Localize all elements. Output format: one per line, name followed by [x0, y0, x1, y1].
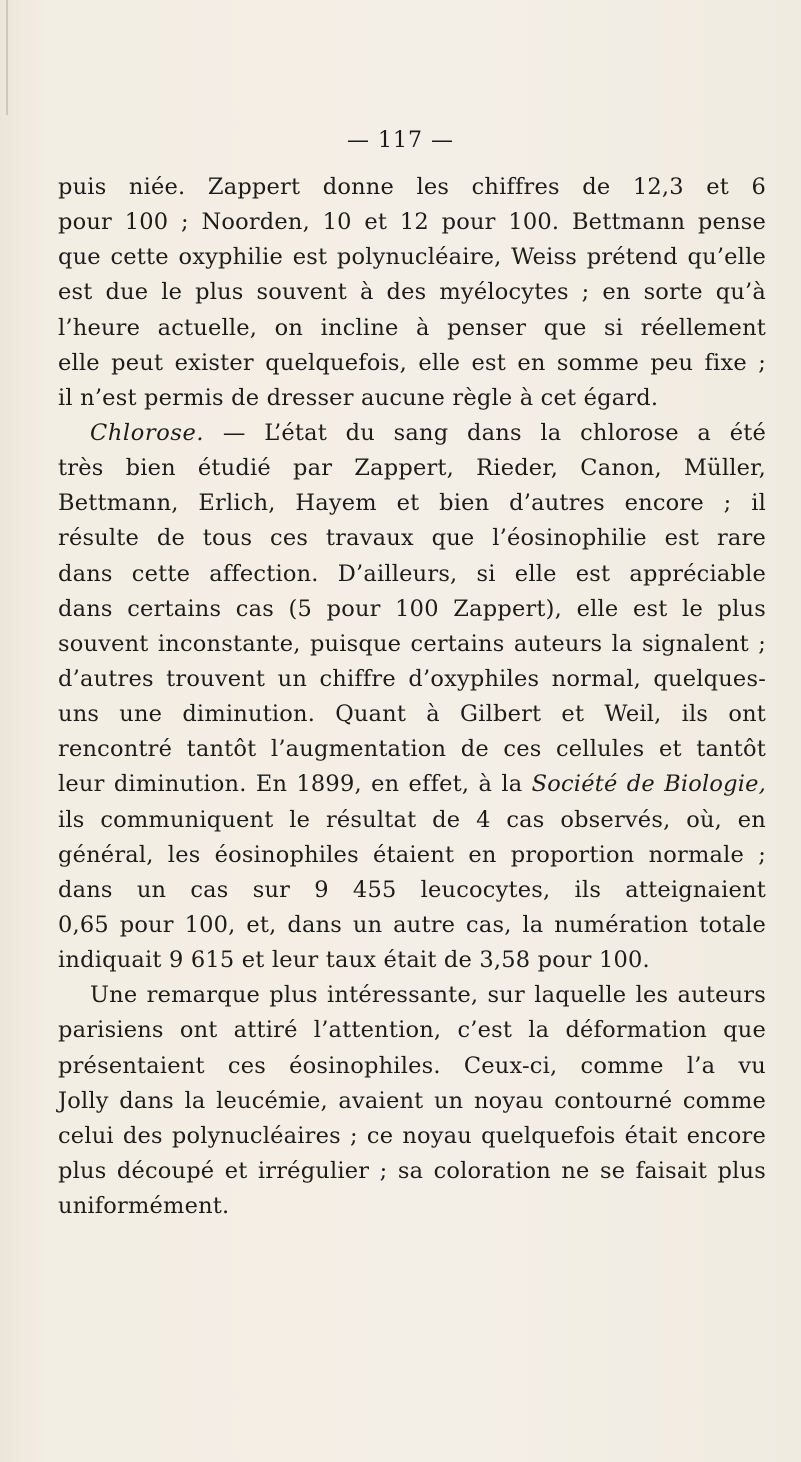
text-line: indiquait 9 615 et leur taux était de 3,58 pour 100. — [58, 947, 650, 974]
text-line-with-italic — [58, 767, 766, 802]
italic-society-name: Société de Biologie, — [531, 771, 766, 798]
text-segment: leur diminution. En 1899, en effet, à la — [58, 771, 532, 798]
text-line: très bien étudié par Zappert, Rieder, Canon, Müller, — [58, 455, 766, 482]
text-segment: — L’état du sang dans la chlorose a été — [204, 419, 766, 446]
text-line: Jolly dans la leucémie, avaient un noyau contourné comme — [58, 1087, 766, 1114]
text-line: puis niée. Zappert donne les chiffres de 12,3 et 6 — [58, 174, 766, 200]
page-edge-shadow — [6, 0, 8, 115]
text-line: Bettmann, Erlich, Hayem et bien d’autres encore ; il — [58, 490, 766, 517]
text-line: elle peut exister quelquefois, elle est en somme peu fixe ; — [58, 349, 766, 376]
text-line: général, les éosinophiles étaient en proportion normale ; — [58, 841, 766, 868]
text-line: est due le plus souvent à des myélocytes ; en sorte qu’à — [58, 279, 766, 306]
text-line: uns une diminution. Quant à Gilbert et Weil, ils ont — [58, 701, 766, 728]
page-number: — 117 — — [347, 128, 454, 153]
text-line: 0,65 pour 100, et, dans un autre cas, la numération totale — [58, 911, 766, 938]
text-line: présentaient ces éosinophiles. Ceux-ci, comme l’a vu — [58, 1052, 766, 1079]
text-line: Une remarque plus intéressante, sur laquelle les auteurs — [90, 982, 766, 1009]
text-line-heading — [58, 416, 766, 451]
text-line: dans certains cas (5 pour 100 Zappert), elle est le plus — [58, 595, 766, 622]
text-line: dans un cas sur 9 455 leucocytes, ils atteignaient — [58, 876, 766, 903]
text-line: dans cette affection. D’ailleurs, si elle est appréciable — [58, 560, 766, 587]
text-line: rencontré tantôt l’augmentation de ces cellules et tantôt — [58, 736, 766, 763]
text-line: résulte de tous ces travaux que l’éosinophilie est rare — [58, 525, 766, 552]
text-line: l’heure actuelle, on incline à penser que si réellement — [58, 314, 766, 341]
section-heading-chlorose: Chlorose. — [90, 419, 205, 446]
text-line: parisiens ont attiré l’attention, c’est la déformation que — [58, 1017, 766, 1044]
text-line: ils communiquent le résultat de 4 cas observés, où, en — [58, 806, 766, 833]
text-line: souvent inconstante, puisque certains auteurs la signalent ; — [58, 630, 766, 657]
body-text — [58, 170, 766, 1224]
text-line: que cette oxyphilie est polynucléaire, Weiss prétend qu’elle — [58, 244, 766, 271]
text-line: uniformément. — [58, 1193, 230, 1220]
text-line: plus découpé et irrégulier ; sa coloration ne se faisait plus — [58, 1157, 766, 1184]
text-line: d’autres trouvent un chiffre d’oxyphiles normal, quelques- — [58, 665, 766, 692]
text-line: pour 100 ; Noorden, 10 et 12 pour 100. Bettmann pense — [58, 209, 766, 236]
text-line: il n’est permis de dresser aucune règle à cet égard. — [58, 384, 659, 411]
text-line: celui des polynucléaires ; ce noyau quelquefois était encore — [58, 1122, 766, 1149]
